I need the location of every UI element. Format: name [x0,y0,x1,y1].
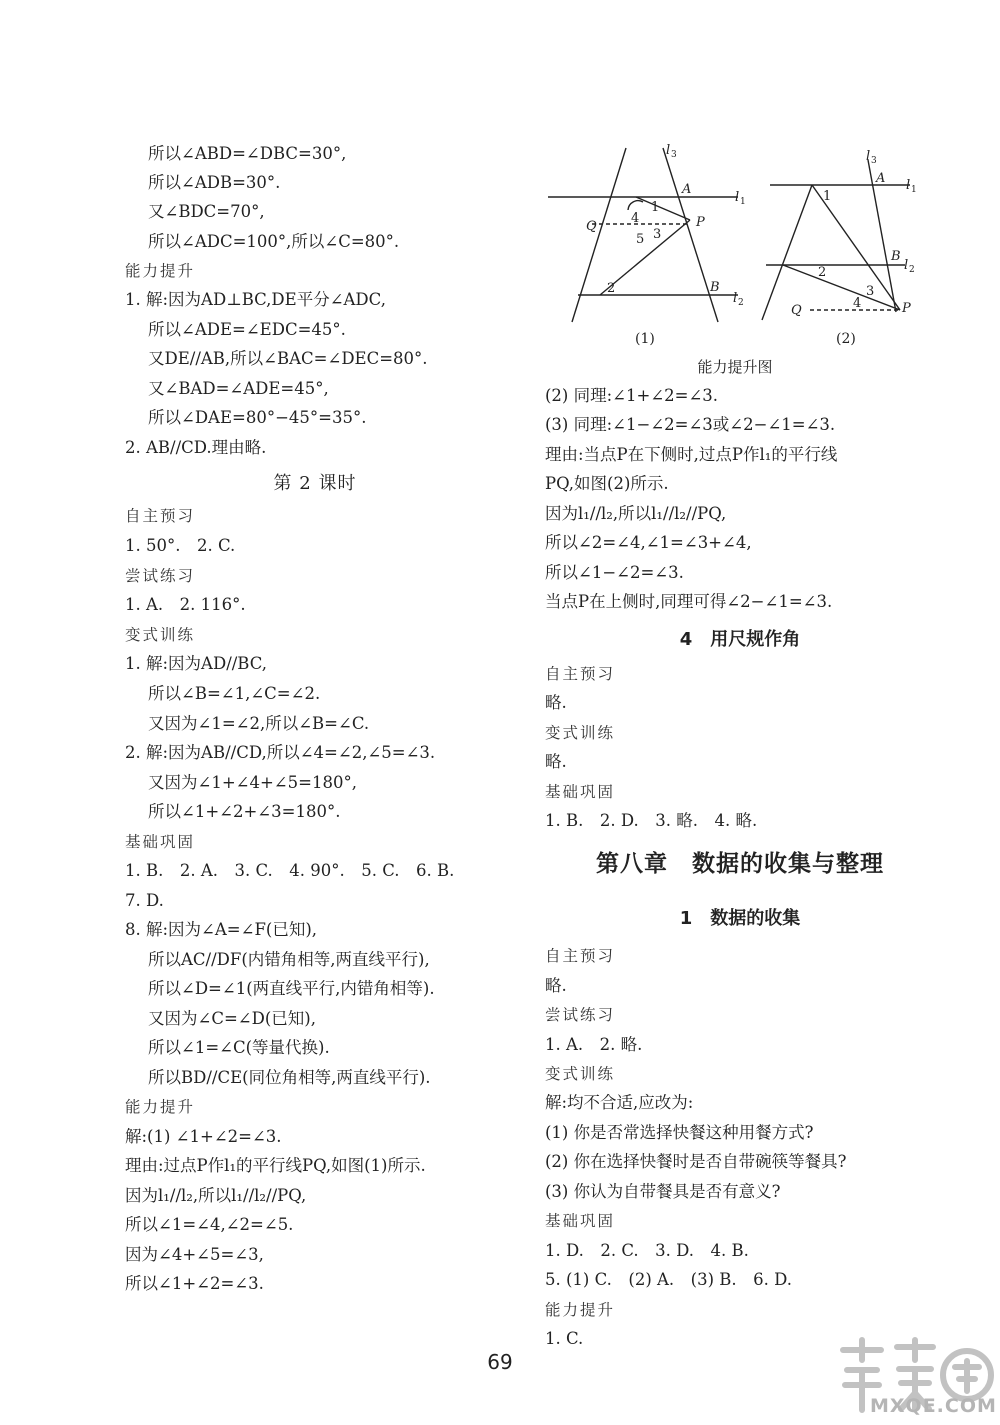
right-line-1: (3) 同理:∠1−∠2=∠3或∠2−∠1=∠3. [545,415,836,434]
right-line-5: 所以∠2=∠4,∠1=∠3+∠4, [545,533,752,552]
lesson-2-heading: 第 2 课时 [273,473,357,494]
figure-2-label: (2) [836,331,856,347]
right-line-16: 尝试练习 [545,1006,616,1024]
right-line-11: 略. [545,752,567,771]
left-line-37: 所以∠1+∠2=∠3. [125,1274,264,1293]
right-line-15: 略. [545,976,567,995]
right-line-0: (2) 同理:∠1+∠2=∠3. [545,386,719,405]
right-line-3: PQ,如图(2)所示. [545,474,669,493]
right-line-18: 变式训练 [545,1065,616,1083]
left-line-28: 又因为∠C=∠D(已知), [148,1009,316,1028]
figure-1-label: (1) [635,331,655,347]
right-line-21: (2) 你在选择快餐时是否自带碗筷等餐具? [545,1152,847,1171]
left-line-32: 解:(1) ∠1+∠2=∠3. [125,1127,282,1146]
left-line-14: 1. A. 2. 116°. [125,595,246,614]
left-line-15: 变式训练 [125,626,196,644]
left-line-35: 所以∠1=∠4,∠2=∠5. [125,1215,294,1234]
right-line-22: (3) 你认为自带餐具是否有意义? [545,1182,781,1201]
left-line-13: 尝试练习 [125,567,196,585]
ability-figure [540,140,930,380]
left-line-12: 1. 50°. 2. C. [125,536,236,555]
left-line-34: 因为l₁//l₂,所以l₁//l₂//PQ, [125,1186,307,1205]
left-line-29: 所以∠1=∠C(等量代换). [148,1038,330,1057]
right-heading-0: 4 用尺规作角 [679,629,801,650]
left-line-0: 所以∠ABD=∠DBC=30°, [148,144,347,163]
right-line-8: 自主预习 [545,665,616,683]
right-line-6: 所以∠1−∠2=∠3. [545,563,684,582]
svg-text:B: B [891,249,901,264]
left-line-19: 2. 解:因为AB//CD,所以∠4=∠2,∠5=∠3. [125,743,436,762]
svg-text:P: P [902,301,911,316]
left-line-30: 所以BD//CE(同位角相等,两直线平行). [148,1068,431,1087]
right-line-20: (1) 你是否常选择快餐这种用餐方式? [545,1123,814,1142]
right-line-14: 自主预习 [545,947,616,965]
right-line-10: 变式训练 [545,724,616,742]
right-line-9: 略. [545,693,567,712]
right-heading-1: 第八章 数据的收集与整理 [596,851,884,877]
right-line-26: 能力提升 [545,1301,616,1319]
svg-text:Q: Q [586,219,597,234]
svg-text:3: 3 [671,150,677,160]
right-line-12: 基础巩固 [545,783,616,801]
left-line-26: 所以AC//DF(内错角相等,两直线平行), [148,950,430,969]
svg-text:P: P [696,215,705,230]
left-line-23: 1. B. 2. A. 3. C. 4. 90°. 5. C. 6. B. [125,861,455,880]
svg-text:A: A [876,171,886,186]
right-line-17: 1. A. 2. 略. [545,1035,643,1054]
right-line-4: 因为l₁//l₂,所以l₁//l₂//PQ, [545,504,727,523]
left-line-25: 8. 解:因为∠A=∠F(已知), [125,920,318,939]
svg-text:1: 1 [651,200,660,215]
svg-text:5: 5 [636,232,645,247]
left-line-7: 又DE//AB,所以∠BAC=∠DEC=80°. [148,349,428,368]
svg-text:4: 4 [631,211,640,226]
left-line-2: 又∠BDC=70°, [148,202,265,221]
right-line-13: 1. B. 2. D. 3. 略. 4. 略. [545,811,758,830]
svg-text:Q: Q [791,303,802,318]
svg-text:2: 2 [607,281,616,296]
right-line-19: 解:均不合适,应改为: [545,1093,694,1112]
right-line-2: 理由:当点P在下侧时,过点P作l₁的平行线 [545,445,838,464]
svg-text:2: 2 [738,298,744,308]
left-line-17: 所以∠B=∠1,∠C=∠2. [148,684,321,703]
svg-text:l: l [666,143,671,158]
left-line-24: 7. D. [125,891,164,910]
svg-text:l: l [735,190,740,205]
page-number: 69 [487,1350,513,1374]
left-line-33: 理由:过点P作l₁的平行线PQ,如图(1)所示. [125,1156,426,1175]
left-line-6: 所以∠ADE=∠EDC=45°. [148,320,346,339]
right-line-24: 1. D. 2. C. 3. D. 4. B. [545,1241,749,1260]
right-line-23: 基础巩固 [545,1212,616,1230]
svg-text:2: 2 [909,265,915,275]
svg-text:1: 1 [911,185,917,195]
left-line-22: 基础巩固 [125,833,196,851]
right-line-27: 1. C. [545,1329,584,1348]
svg-text:4: 4 [853,296,862,311]
svg-text:B: B [710,280,720,295]
left-line-16: 1. 解:因为AD//BC, [125,654,268,673]
left-line-27: 所以∠D=∠1(两直线平行,内错角相等). [148,979,435,998]
left-line-36: 因为∠4+∠5=∠3, [125,1245,264,1264]
watermark-text: MXQE.COM [870,1395,997,1417]
left-line-1: 所以∠ADB=30°. [148,173,281,192]
left-line-9: 所以∠DAE=80°−45°=35°. [148,408,367,427]
svg-text:3: 3 [871,156,877,166]
left-line-8: 又∠BAD=∠ADE=45°, [148,379,329,398]
right-line-25: 5. (1) C. (2) A. (3) B. 6. D. [545,1270,793,1289]
right-heading-2: 1 数据的收集 [679,908,801,929]
svg-text:1: 1 [823,189,832,204]
right-line-7: 当点P在上侧时,同理可得∠2−∠1=∠3. [545,592,833,611]
figure-caption: 能力提升图 [697,358,773,376]
svg-text:2: 2 [818,265,827,280]
left-line-11: 自主预习 [125,507,196,525]
left-line-18: 又因为∠1=∠2,所以∠B=∠C. [148,714,370,733]
svg-text:3: 3 [866,284,875,299]
left-line-3: 所以∠ADC=100°,所以∠C=80°. [148,232,400,251]
left-line-20: 又因为∠1+∠4+∠5=180°, [148,773,357,792]
left-line-5: 1. 解:因为AD⊥BC,DE平分∠ADC, [125,290,386,309]
svg-text:A: A [682,182,692,197]
svg-text:l: l [904,258,909,273]
svg-text:l: l [906,178,911,193]
svg-text:1: 1 [740,197,746,207]
left-line-31: 能力提升 [125,1098,196,1116]
svg-text:l: l [866,149,871,164]
left-line-21: 所以∠1+∠2+∠3=180°. [148,802,341,821]
svg-text:l: l [733,291,738,306]
left-line-10: 2. AB//CD.理由略. [125,438,267,457]
svg-text:3: 3 [653,227,662,242]
left-line-4: 能力提升 [125,262,196,280]
